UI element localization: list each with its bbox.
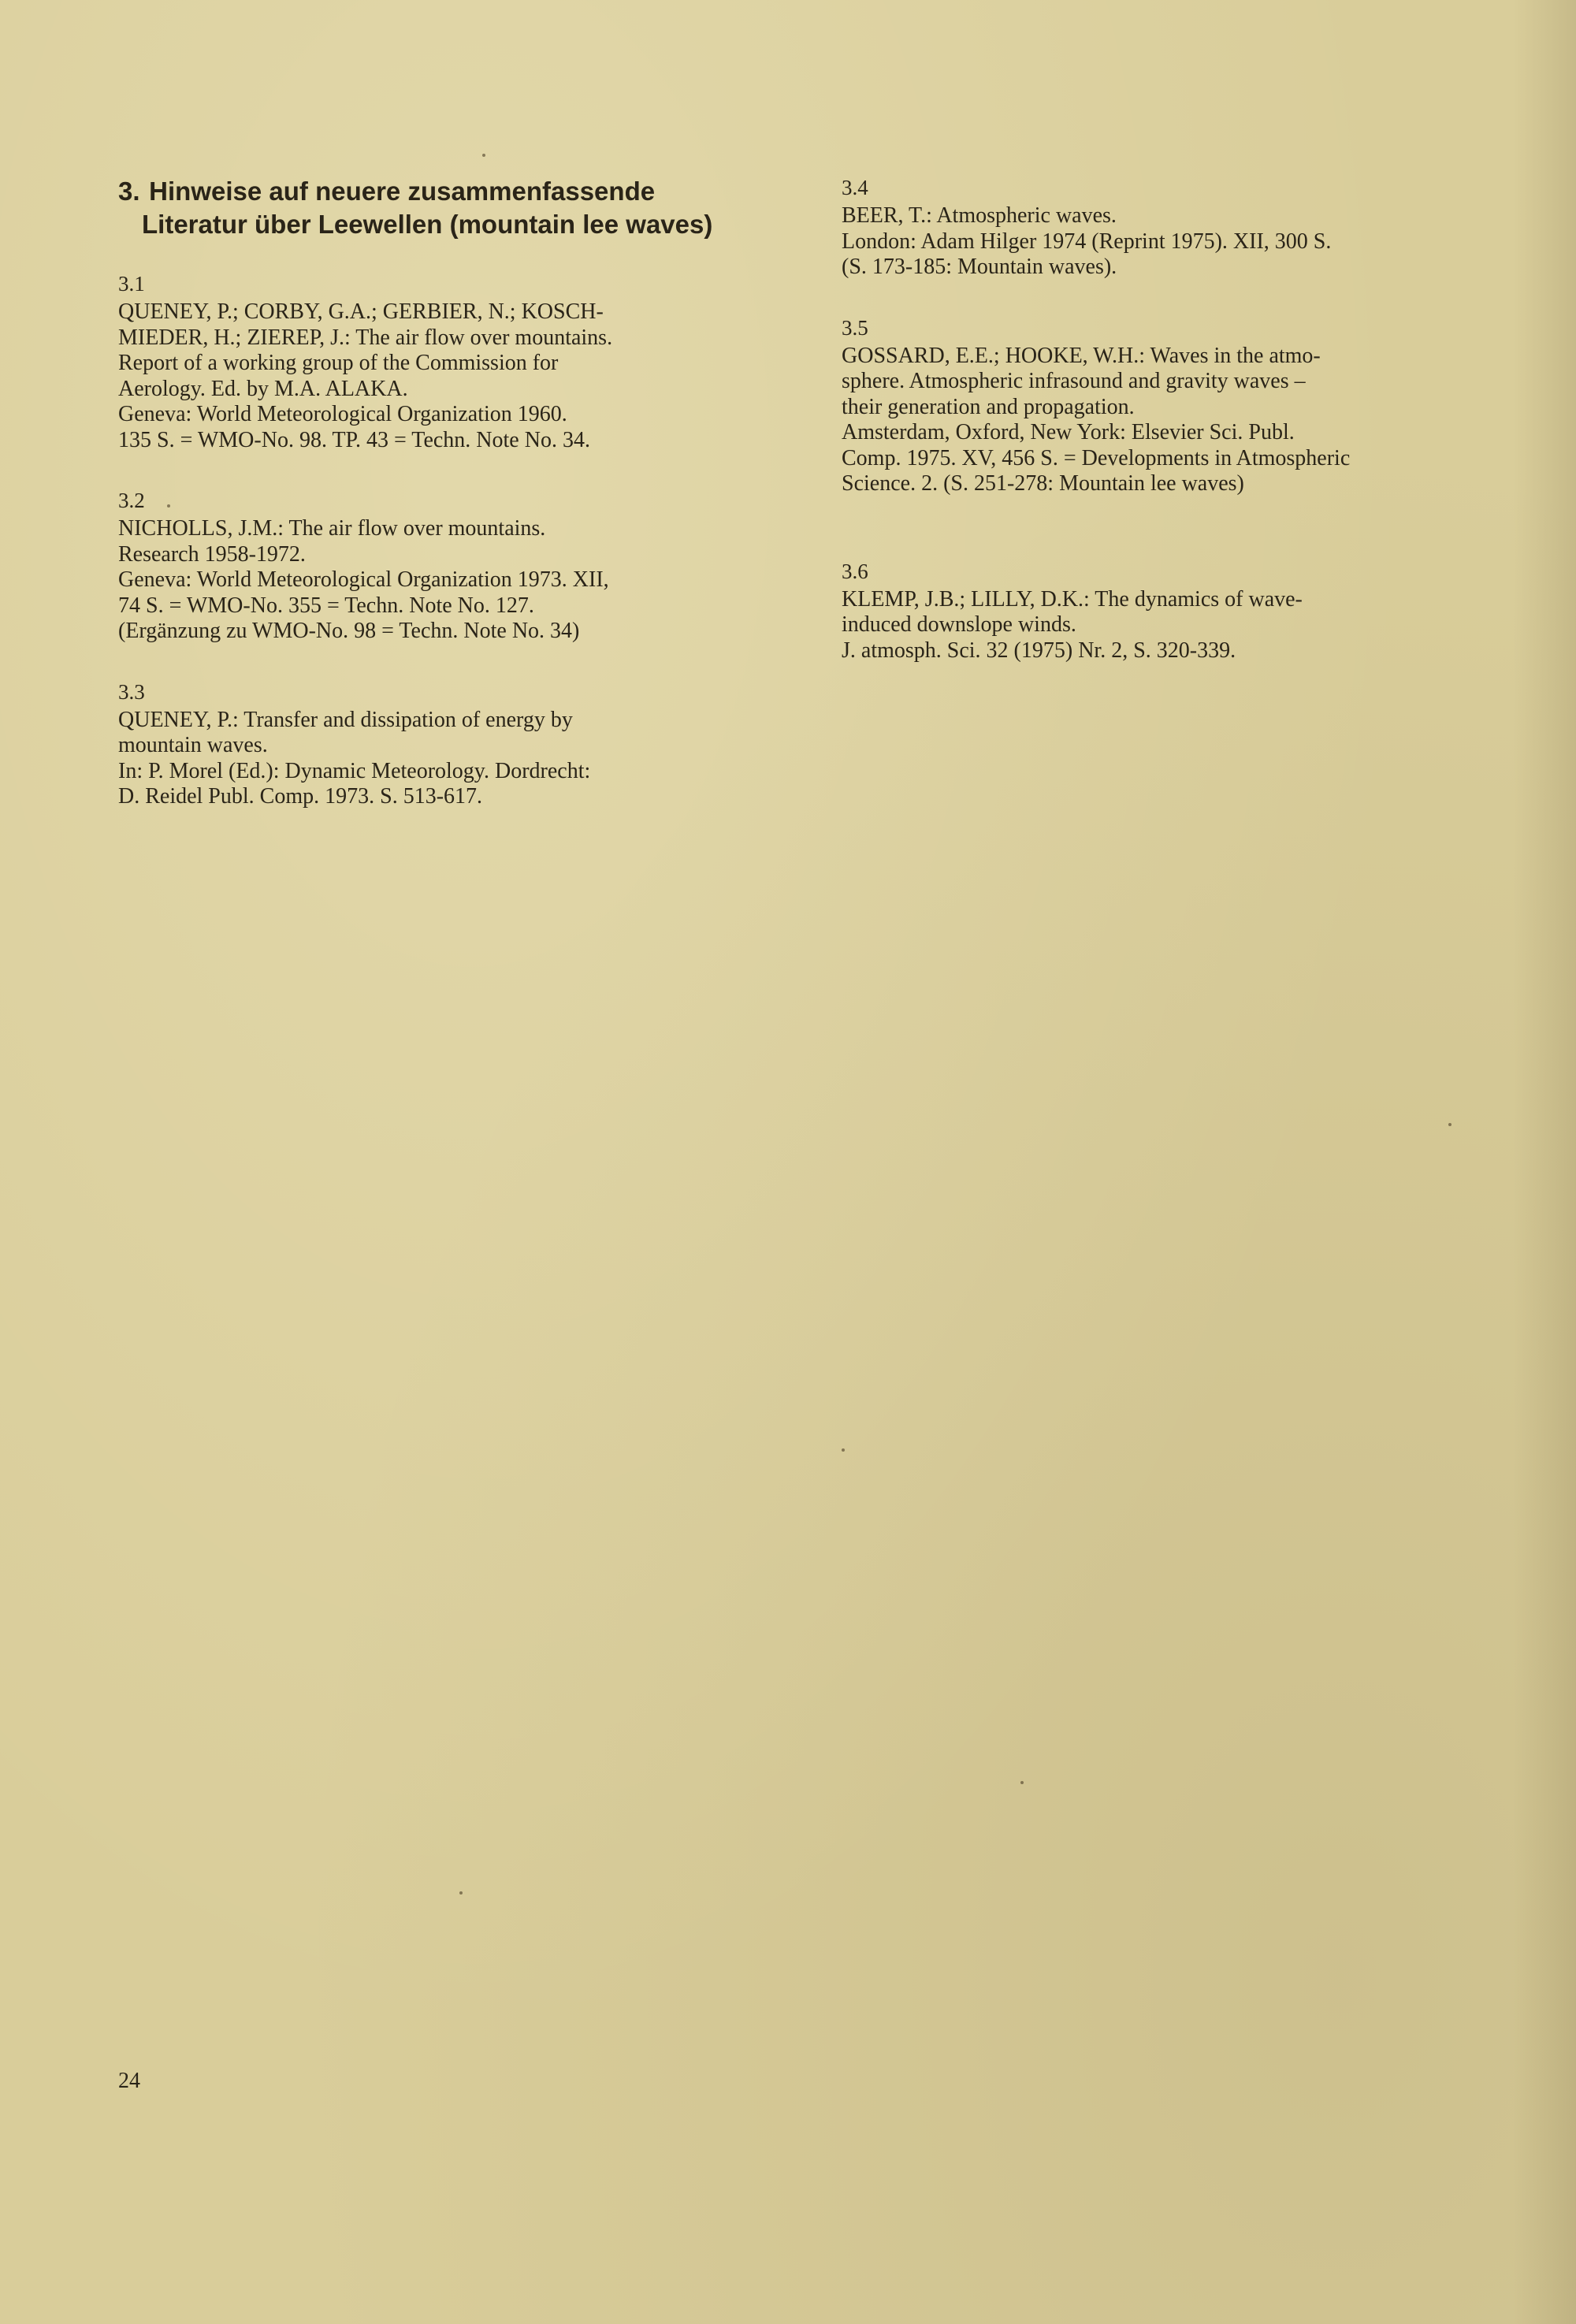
entry-number: 3.3 xyxy=(118,679,145,704)
entry-number: 3.6 xyxy=(842,559,868,583)
section-heading-line-1 xyxy=(118,175,796,208)
entry-line: (S. 173-185: Mountain waves). xyxy=(842,255,1117,279)
entry-line: D. Reidel Publ. Comp. 1973. S. 513-617. xyxy=(118,784,483,809)
entry-line: 74 S. = WMO-No. 355 = Techn. Note No. 127. xyxy=(118,593,534,618)
bibliography-entry-3-2 xyxy=(118,488,796,645)
bibliography-entry-3-3 xyxy=(118,679,796,810)
bibliography-entry-3-6 xyxy=(842,559,1519,664)
entry-line: Report of a working group of the Commission for xyxy=(118,351,559,375)
entry-line: QUENEY, P.; CORBY, G.A.; GERBIER, N.; KOSCH- xyxy=(118,299,604,324)
entry-line: Research 1958-1972. xyxy=(118,541,306,567)
section-title-line-2: Literatur über Leewellen (mountain lee waves) xyxy=(142,210,713,239)
entry-number: 3.1 xyxy=(118,272,145,296)
right-column xyxy=(842,175,1519,698)
left-column xyxy=(118,175,796,845)
paper-speck xyxy=(1448,1123,1451,1126)
entry-line: Comp. 1975. XV, 456 S. = Developments in Atmospheric xyxy=(842,445,1351,470)
entry-line: MIEDER, H.; ZIEREP, J.: The air flow over mountains. xyxy=(118,325,613,350)
section-title-line-1: Hinweise auf neuere zusammenfassende xyxy=(149,177,656,206)
paper-speck xyxy=(459,1891,463,1895)
entry-line: KLEMP, J.B.; LILLY, D.K.: The dynamics of wave- xyxy=(842,586,1303,612)
bibliography-entry-3-5 xyxy=(842,315,1519,497)
paper-speck xyxy=(1020,1781,1024,1784)
entry-line: (Ergänzung zu WMO-No. 98 = Techn. Note No. 34) xyxy=(118,619,580,643)
bibliography-entry-3-1 xyxy=(118,271,796,453)
entry-line: Science. 2. (S. 251-278: Mountain lee waves) xyxy=(842,471,1244,496)
entry-line: London: Adam Hilger 1974 (Reprint 1975). XII, 300 S. xyxy=(842,229,1332,254)
entry-number: 3.2 xyxy=(118,489,145,512)
entry-line: BEER, T.: Atmospheric waves. xyxy=(842,203,1117,228)
entry-line: Aerology. Ed. by M.A. ALAKA. xyxy=(118,376,408,401)
entry-line: induced downslope winds. xyxy=(842,612,1076,637)
entry-line: GOSSARD, E.E.; HOOKE, W.H.: Waves in the atmo- xyxy=(842,343,1321,368)
paper-speck xyxy=(842,1448,845,1452)
entry-line: mountain waves. xyxy=(118,733,268,757)
paper-speck xyxy=(482,154,485,157)
entry-line: Geneva: World Meteorological Organization 1973. XII, xyxy=(118,567,609,592)
section-heading xyxy=(118,175,796,241)
entry-line: Geneva: World Meteorological Organization 1960. xyxy=(118,402,567,426)
entry-line: 135 S. = WMO-No. 98. TP. 43 = Techn. Note No. 34. xyxy=(118,427,590,452)
entry-line: NICHOLLS, J.M.: The air flow over mountains. xyxy=(118,516,546,541)
section-number: 3. xyxy=(118,177,140,206)
entry-line: their generation and propagation. xyxy=(842,394,1135,419)
bibliography-entry-3-4 xyxy=(842,175,1519,281)
entry-number: 3.4 xyxy=(842,176,868,199)
page-number: 24 xyxy=(118,2069,140,2093)
paper-speck xyxy=(167,504,170,508)
entry-number: 3.5 xyxy=(842,315,868,340)
entry-line: sphere. Atmospheric infrasound and gravity waves – xyxy=(842,369,1306,393)
entry-line: J. atmosph. Sci. 32 (1975) Nr. 2, S. 320-339. xyxy=(842,638,1236,663)
entry-line: QUENEY, P.: Transfer and dissipation of energy by xyxy=(118,707,573,732)
entry-line: In: P. Morel (Ed.): Dynamic Meteorology. Dordrecht: xyxy=(118,758,591,783)
entry-line: Amsterdam, Oxford, New York: Elsevier Sci. Publ. xyxy=(842,420,1295,444)
